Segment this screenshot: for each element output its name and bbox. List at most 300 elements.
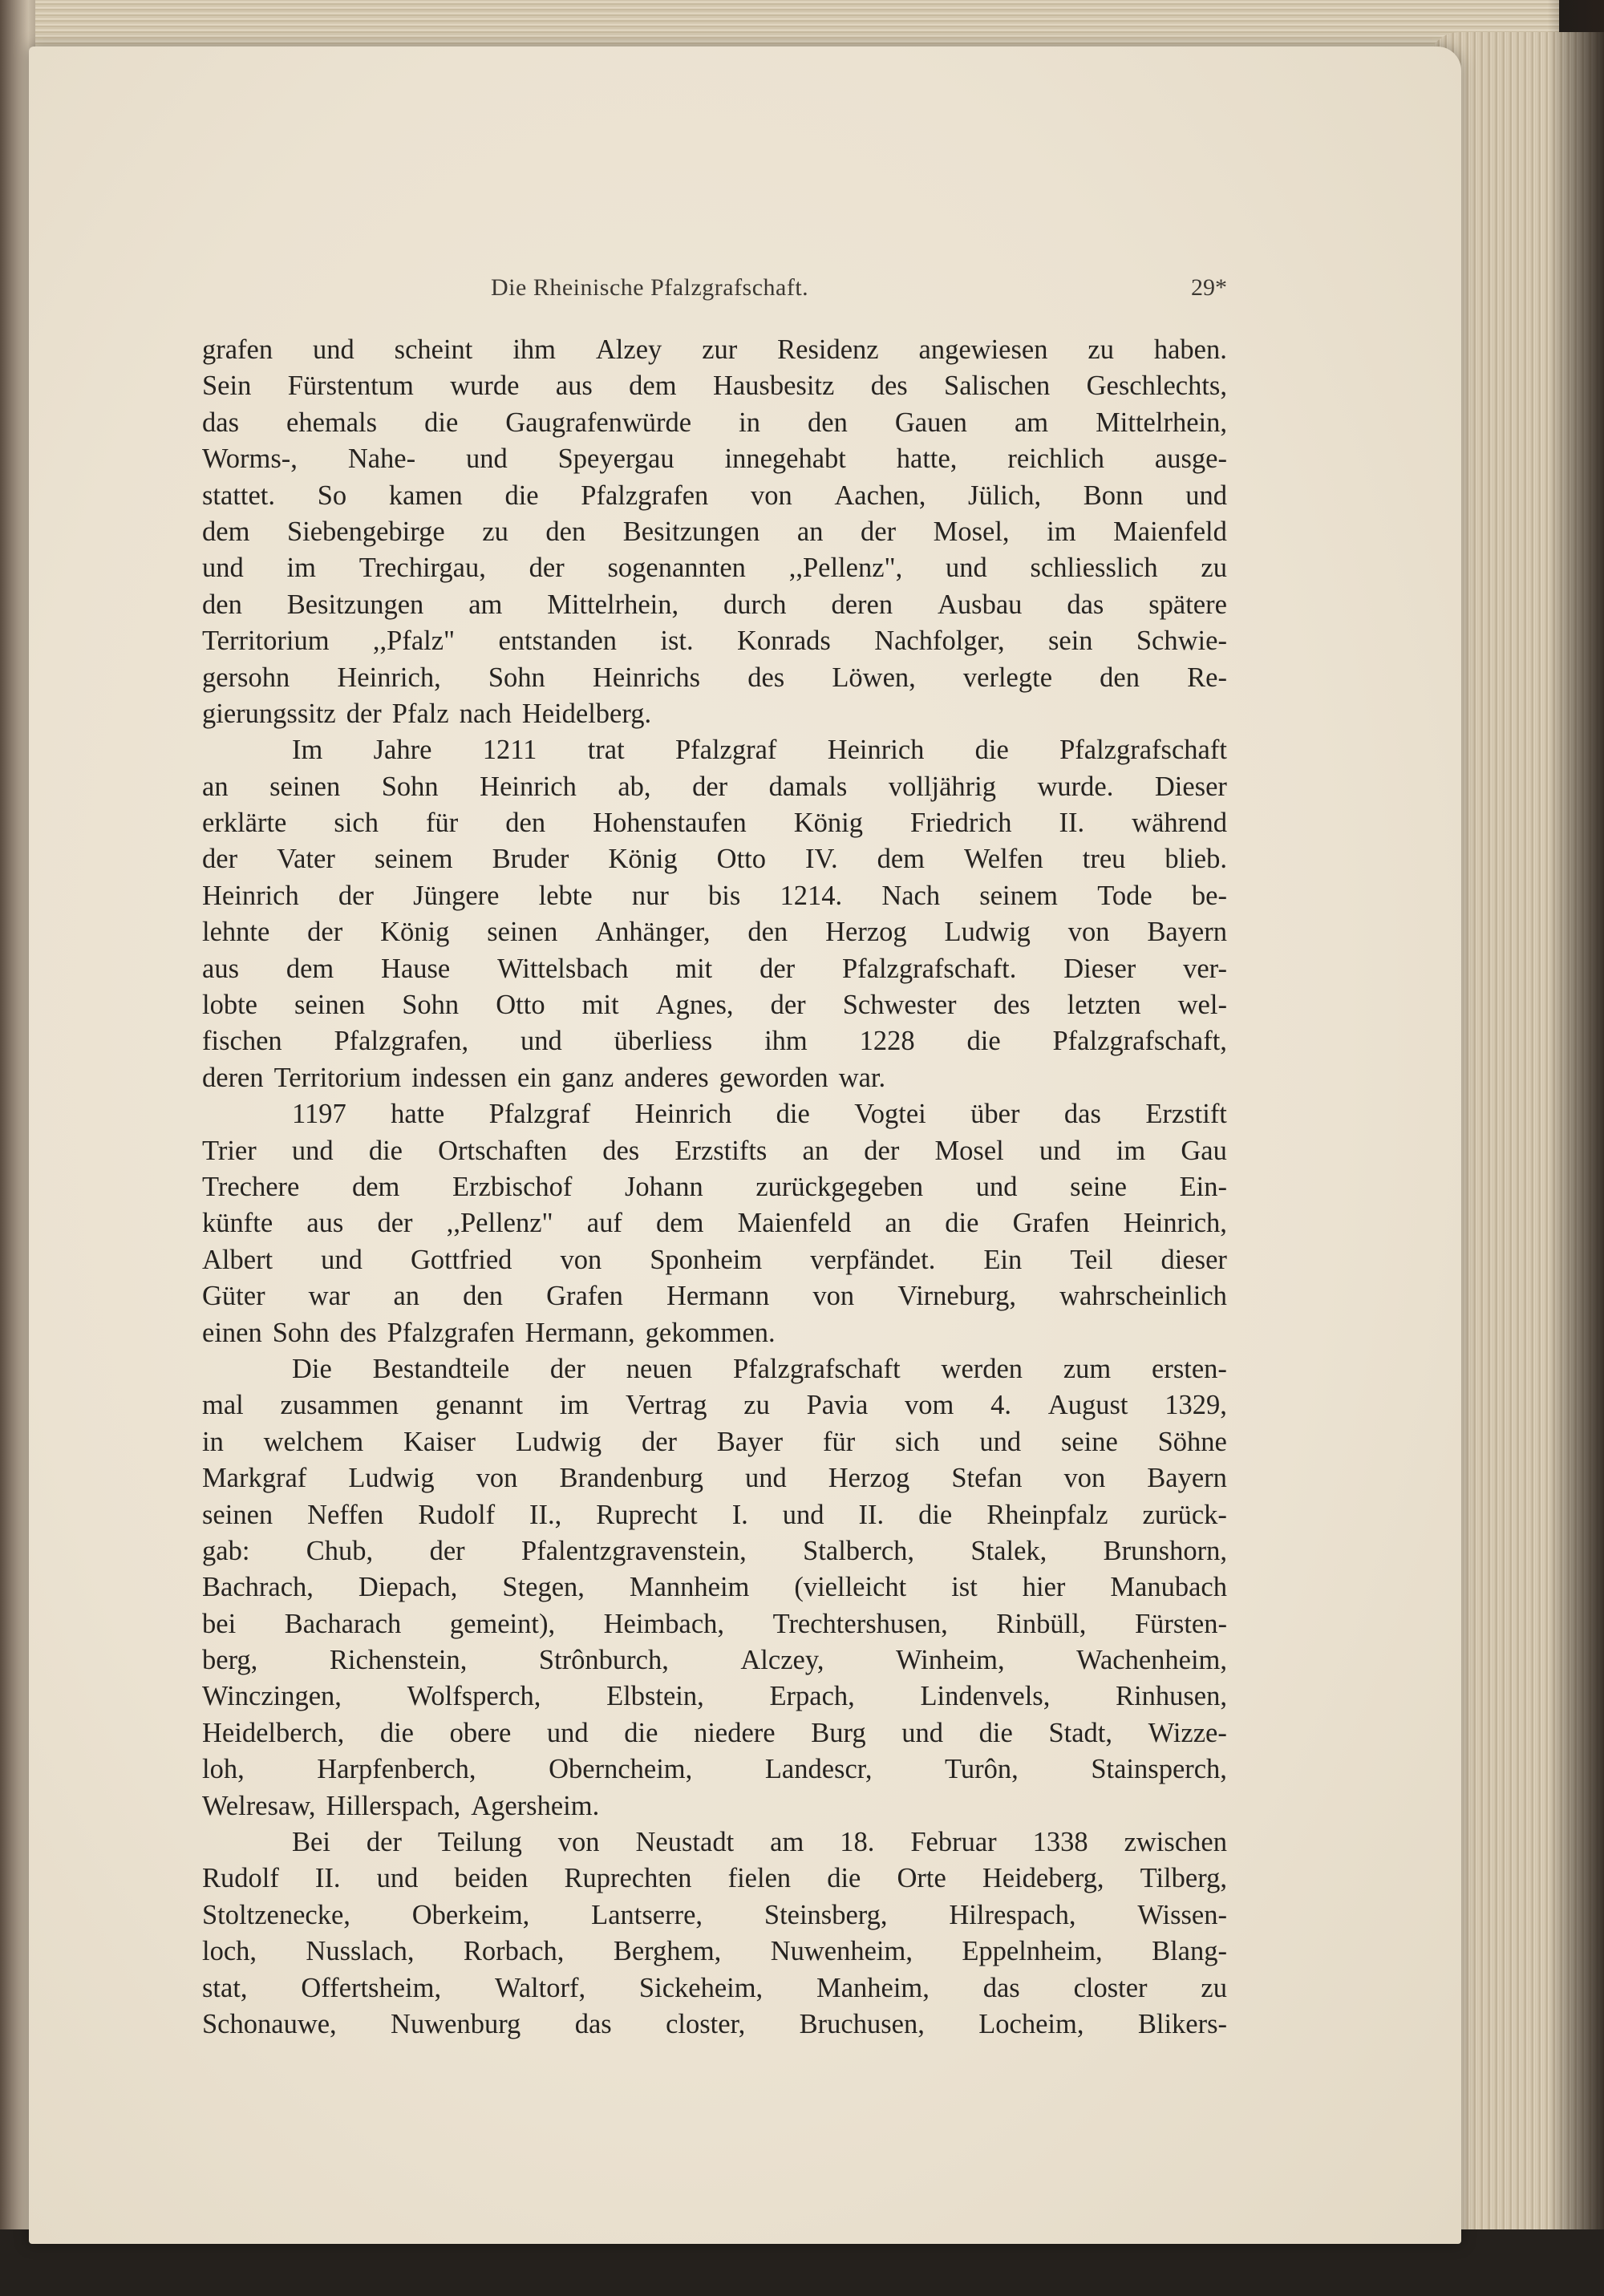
- word: Stadt,: [1048, 1717, 1113, 1748]
- word: verpfändet.: [810, 1244, 936, 1275]
- text-line: [202, 878, 1227, 914]
- word: Kaiser: [403, 1426, 476, 1457]
- word: damals: [768, 771, 848, 802]
- word: Pfalzgrafen,: [334, 1026, 469, 1057]
- word: bis: [708, 880, 741, 911]
- word: den: [505, 808, 546, 839]
- word: Territorium: [273, 1062, 402, 1093]
- word: Tilberg,: [1140, 1863, 1227, 1894]
- word: Stainsperch,: [1091, 1754, 1227, 1785]
- word: Heinrich,: [1123, 1208, 1227, 1239]
- word: Sohn: [272, 1317, 330, 1348]
- text-line: [202, 1715, 1227, 1751]
- word: Siebengebirge: [286, 516, 445, 547]
- word: seinen: [202, 1499, 273, 1530]
- word: volljährig: [888, 771, 997, 802]
- word: Jülich,: [968, 480, 1042, 511]
- word: Hermann,: [525, 1317, 635, 1348]
- text-line: [202, 441, 1227, 477]
- word: Sponheim: [650, 1244, 763, 1275]
- word: von: [812, 1281, 855, 1312]
- word: Teilung: [437, 1827, 522, 1858]
- text-line: [202, 405, 1227, 441]
- word: am: [468, 589, 503, 620]
- word: Rheinpfalz: [986, 1499, 1108, 1530]
- word: der: [864, 1135, 900, 1166]
- word: Nahe-: [347, 443, 416, 475]
- word: war.: [838, 1062, 886, 1093]
- word: Neffen: [307, 1499, 384, 1530]
- word: in: [739, 407, 760, 438]
- word: Maienfeld: [737, 1208, 852, 1239]
- word: Pfalzgrafschaft: [732, 1353, 901, 1384]
- word: von: [1067, 917, 1110, 948]
- word: Orte: [897, 1863, 946, 1894]
- word: und: [975, 1171, 1018, 1202]
- word: Bacharach: [284, 1608, 402, 1639]
- word: kamen: [388, 480, 463, 511]
- text-line: [202, 1133, 1227, 1169]
- word: des: [747, 662, 785, 693]
- word: die: [945, 1208, 979, 1239]
- body-text: [202, 332, 1227, 2043]
- word: treu: [1082, 844, 1126, 875]
- word: ganz: [561, 1062, 614, 1093]
- word: Erzstifts: [674, 1135, 768, 1166]
- word: Hausbesitz: [712, 371, 835, 402]
- word: Bruchusen,: [799, 2008, 925, 2039]
- word: genannt: [435, 1390, 524, 1421]
- text-line: [202, 1460, 1227, 1496]
- word: Pfalzgrafschaft.: [841, 953, 1017, 984]
- word: Dieser: [1063, 953, 1136, 984]
- word: angewiesen: [918, 334, 1048, 365]
- word: den: [808, 407, 848, 438]
- page-header: [202, 274, 1227, 322]
- text-line: [202, 1678, 1227, 1715]
- word: zurück-: [1142, 1499, 1227, 1530]
- word: war: [308, 1281, 350, 1312]
- word: Heidelberch,: [202, 1717, 345, 1748]
- running-title: Die Rheinische Pfalzgrafschaft.: [491, 274, 809, 301]
- text-line: [202, 368, 1227, 404]
- word: Sohn: [402, 990, 460, 1021]
- word: Jüngere: [413, 880, 500, 911]
- word: aus: [202, 953, 239, 984]
- word: und: [979, 1426, 1022, 1457]
- word: letzten: [1067, 990, 1141, 1021]
- word: fielen: [727, 1863, 792, 1894]
- word: hier: [1022, 1572, 1066, 1603]
- text-line: [202, 1023, 1227, 1059]
- word: Elbstein,: [606, 1681, 704, 1712]
- word: ,,Pellenz",: [788, 553, 903, 584]
- text-line: [202, 1642, 1227, 1678]
- page-text-block: [202, 274, 1227, 2043]
- word: wahrscheinlich: [1059, 1281, 1227, 1312]
- word: Stegen,: [502, 1572, 585, 1603]
- word: der: [307, 917, 343, 948]
- word: ,,Pfalz": [372, 626, 456, 657]
- word: Grafen: [546, 1281, 623, 1312]
- word: Sickeheim,: [638, 1972, 764, 2003]
- word: Schwester: [842, 990, 957, 1021]
- text-line: [202, 1934, 1227, 1970]
- text-line: [202, 914, 1227, 950]
- word: Erzstift: [1145, 1099, 1227, 1130]
- text-line: [202, 769, 1227, 805]
- word: Johann: [624, 1171, 703, 1202]
- word: den: [202, 589, 242, 620]
- word: Trechirgau,: [358, 553, 486, 584]
- word: Rudolf: [418, 1499, 496, 1530]
- word: dem: [351, 1171, 400, 1202]
- word: wurde: [450, 371, 520, 402]
- word: nach: [459, 698, 512, 729]
- word: erklärte: [202, 808, 287, 839]
- word: Güter: [202, 1281, 265, 1312]
- word: Maienfeld: [1113, 516, 1227, 547]
- word: der: [429, 1535, 465, 1566]
- word: des: [870, 371, 908, 402]
- word: König: [380, 917, 450, 948]
- word: der: [692, 771, 728, 802]
- word: an: [202, 771, 229, 802]
- word: II.,: [529, 1499, 562, 1530]
- word: Stefan: [951, 1463, 1023, 1494]
- word: Mittelrhein,: [547, 589, 679, 620]
- word: den: [1100, 662, 1140, 693]
- word: Im: [292, 735, 323, 766]
- word: Hohenstaufen: [593, 808, 747, 839]
- word: Die: [292, 1353, 332, 1384]
- word: Sohn: [488, 662, 545, 693]
- word: Chub,: [306, 1535, 374, 1566]
- word: nur: [631, 880, 669, 911]
- word: August: [1047, 1390, 1128, 1421]
- word: Brandenburg: [559, 1463, 703, 1494]
- word: ausge-: [1154, 443, 1227, 475]
- word: das: [202, 407, 239, 438]
- text-line: [202, 332, 1227, 368]
- word: Hermann: [666, 1281, 770, 1312]
- word: die: [978, 1717, 1013, 1748]
- word: Stoltzenecke,: [202, 1899, 350, 1930]
- word: Wittelsbach: [497, 953, 629, 984]
- word: gierungssitz: [202, 698, 336, 729]
- word: Pfalentzgravenstein,: [521, 1535, 747, 1566]
- word: das: [574, 2008, 612, 2039]
- word: grafen: [202, 334, 273, 365]
- word: closter: [1073, 1972, 1148, 2003]
- text-line: [202, 514, 1227, 550]
- text-line: [202, 841, 1227, 877]
- word: Sein: [202, 371, 252, 402]
- word: zusammen: [280, 1390, 399, 1421]
- word: dem: [286, 953, 334, 984]
- word: Februar: [910, 1827, 997, 1858]
- word: loh,: [202, 1754, 245, 1785]
- word: Fürstentum: [287, 371, 414, 402]
- word: sogenannten: [607, 553, 746, 584]
- word: scheint: [394, 334, 473, 365]
- word: Alczey,: [740, 1645, 824, 1676]
- word: seine: [1060, 1426, 1118, 1457]
- word: lebte: [538, 880, 593, 911]
- word: Manubach: [1110, 1572, 1227, 1603]
- word: loch,: [202, 1936, 257, 1967]
- word: Welresaw,: [202, 1790, 316, 1821]
- word: Nach: [881, 880, 941, 911]
- word: Vater: [277, 844, 335, 875]
- word: das: [1067, 589, 1104, 620]
- word: Oberncheim,: [549, 1754, 693, 1785]
- word: ist: [951, 1572, 978, 1603]
- word: Heinrich: [480, 771, 577, 802]
- word: Erzbischof: [452, 1171, 573, 1202]
- word: überliess: [614, 1026, 713, 1057]
- word: und: [744, 1463, 787, 1494]
- word: Manheim,: [816, 1972, 930, 2003]
- word: Bayer: [716, 1426, 784, 1457]
- word: Mannheim: [629, 1572, 750, 1603]
- page-number: 29*: [1191, 274, 1227, 301]
- word: die: [504, 480, 539, 511]
- word: Eppelnheim,: [962, 1936, 1103, 1967]
- text-line: [202, 1824, 1227, 1861]
- word: Heideberg,: [982, 1863, 1104, 1894]
- word: des: [339, 1317, 377, 1348]
- word: für: [425, 808, 459, 839]
- word: ihm: [764, 1026, 808, 1057]
- word: reichlich: [1007, 443, 1105, 475]
- word: Bayern: [1147, 917, 1227, 948]
- word: Vogtei: [854, 1099, 926, 1130]
- word: hatte,: [896, 443, 958, 475]
- word: 1228: [859, 1026, 915, 1057]
- word: Steinsberg,: [764, 1899, 888, 1930]
- text-line: [202, 550, 1227, 586]
- word: Erpach,: [769, 1681, 855, 1712]
- word: zur: [702, 334, 738, 365]
- text-line: [202, 478, 1227, 514]
- text-line: [202, 2006, 1227, 2043]
- word: des: [602, 1135, 640, 1166]
- text-line: [202, 1315, 1227, 1351]
- word: der: [641, 1426, 677, 1457]
- word: gersohn: [202, 662, 290, 693]
- word: trat: [587, 735, 625, 766]
- word: Nachfolger,: [874, 626, 1005, 657]
- text-line: [202, 660, 1227, 696]
- word: Neustadt: [635, 1827, 735, 1858]
- word: Nuwenburg: [391, 2008, 521, 2039]
- text-line: [202, 1424, 1227, 1460]
- word: ,,Pellenz": [446, 1208, 553, 1239]
- word: Rudolf: [202, 1863, 279, 1894]
- word: in: [202, 1426, 224, 1457]
- word: die: [424, 407, 459, 438]
- word: am: [1014, 407, 1049, 438]
- word: ist.: [660, 626, 694, 657]
- word: Herzog: [825, 917, 907, 948]
- word: Salischen: [944, 371, 1051, 402]
- word: und: [313, 334, 354, 365]
- text-line: [202, 1970, 1227, 2006]
- word: Pfalz: [391, 698, 449, 729]
- word: wel-: [1177, 990, 1227, 1021]
- word: die: [379, 1717, 414, 1748]
- word: geworden: [719, 1062, 828, 1093]
- word: wurde.: [1037, 771, 1114, 802]
- word: mal: [202, 1390, 244, 1421]
- word: Alzey: [595, 334, 662, 365]
- word: II.: [314, 1863, 341, 1894]
- text-line: [202, 732, 1227, 768]
- word: seinem: [374, 844, 453, 875]
- word: ein: [517, 1062, 552, 1093]
- word: 4.: [990, 1390, 1012, 1421]
- text-line: [202, 1497, 1227, 1533]
- word: Landescr,: [764, 1754, 873, 1785]
- word: Dieser: [1154, 771, 1227, 802]
- text-line: [202, 1242, 1227, 1278]
- word: Winheim,: [895, 1645, 1005, 1676]
- word: Hilrespach,: [949, 1899, 1076, 1930]
- word: und: [546, 1717, 589, 1748]
- word: im: [1116, 1135, 1146, 1166]
- word: künfte: [202, 1208, 273, 1239]
- word: schliesslich: [1030, 553, 1158, 584]
- word: und: [520, 1026, 562, 1057]
- word: Albert: [202, 1244, 273, 1275]
- word: Blikers-: [1137, 2008, 1227, 2039]
- word: an: [885, 1208, 912, 1239]
- word: Ausbau: [938, 589, 1023, 620]
- word: Stalberch,: [803, 1535, 915, 1566]
- word: 1329,: [1165, 1390, 1227, 1421]
- word: obere: [449, 1717, 512, 1748]
- word: Besitzungen: [286, 589, 424, 620]
- word: neuen: [626, 1353, 693, 1384]
- word: mit: [581, 990, 619, 1021]
- word: Fürsten-: [1134, 1608, 1227, 1639]
- word: Herzog: [828, 1463, 910, 1494]
- word: König: [608, 844, 678, 875]
- word: Bruder: [492, 844, 569, 875]
- word: auf: [586, 1208, 622, 1239]
- word: Otto: [716, 844, 766, 875]
- text-line: [202, 1060, 1227, 1096]
- word: an: [802, 1135, 829, 1166]
- word: die: [368, 1135, 403, 1166]
- word: für: [822, 1426, 856, 1457]
- word: den: [463, 1281, 503, 1312]
- word: Ortschaften: [438, 1135, 568, 1166]
- word: IV.: [805, 844, 838, 875]
- word: Bachrach,: [202, 1572, 314, 1603]
- word: Ruprechten: [564, 1863, 692, 1894]
- word: Bei: [292, 1827, 330, 1858]
- word: Mosel: [934, 1135, 1004, 1166]
- text-line: [202, 1351, 1227, 1387]
- word: haben.: [1153, 334, 1227, 365]
- word: Heimbach,: [603, 1608, 725, 1639]
- word: Grafen: [1012, 1208, 1090, 1239]
- word: ihm: [512, 334, 556, 365]
- word: Wissen-: [1137, 1899, 1227, 1930]
- word: Trier: [202, 1135, 257, 1166]
- text-line: [202, 1169, 1227, 1205]
- word: und: [946, 553, 987, 584]
- word: blieb.: [1165, 844, 1227, 875]
- word: Wolfsperch,: [407, 1681, 541, 1712]
- word: im: [559, 1390, 589, 1421]
- right-edge-shadow: [1548, 0, 1604, 2296]
- word: lehnte: [202, 917, 270, 948]
- word: niedere: [694, 1717, 776, 1748]
- word: Tode: [1097, 880, 1152, 911]
- word: ehemals: [286, 407, 378, 438]
- word: der: [338, 880, 374, 911]
- word: zurückgegeben: [755, 1171, 924, 1202]
- word: seinem: [979, 880, 1059, 911]
- word: entstanden: [498, 626, 618, 657]
- word: Welfen: [964, 844, 1043, 875]
- word: aus: [306, 1208, 344, 1239]
- word: deren: [831, 589, 893, 620]
- word: gemeint),: [449, 1608, 556, 1639]
- word: der: [366, 1827, 402, 1858]
- word: von: [1063, 1463, 1106, 1494]
- word: Agnes,: [655, 990, 734, 1021]
- word: Ludwig: [944, 917, 1031, 948]
- word: Worms-,: [202, 443, 298, 475]
- word: Hillerspach,: [326, 1790, 461, 1821]
- text-line: [202, 696, 1227, 732]
- word: der: [202, 844, 238, 875]
- word: Heinrich: [827, 735, 925, 766]
- word: Ludwig: [348, 1463, 435, 1494]
- text-line: [202, 1205, 1227, 1241]
- word: zu: [1088, 334, 1114, 365]
- word: und: [901, 1717, 944, 1748]
- word: dem: [629, 371, 677, 402]
- word: den: [747, 917, 788, 948]
- text-line: [202, 1861, 1227, 1897]
- word: Pfalzgrafen: [581, 480, 709, 511]
- word: im: [286, 553, 316, 584]
- word: Gottfried: [410, 1244, 512, 1275]
- word: von: [750, 480, 792, 511]
- word: bei: [202, 1608, 237, 1639]
- word: der: [861, 516, 897, 547]
- word: während: [1132, 808, 1227, 839]
- word: seinen: [269, 771, 341, 802]
- word: zu: [1201, 553, 1227, 584]
- word: Richenstein,: [329, 1645, 468, 1676]
- word: seinen: [487, 917, 558, 948]
- word: berg,: [202, 1645, 258, 1676]
- word: Hause: [381, 953, 451, 984]
- word: 1197: [292, 1099, 346, 1130]
- word: die: [918, 1499, 953, 1530]
- word: Re-: [1187, 662, 1227, 693]
- word: Ein: [983, 1244, 1023, 1275]
- word: Rorbach,: [463, 1936, 565, 1967]
- word: So: [317, 480, 347, 511]
- word: sich: [334, 808, 379, 839]
